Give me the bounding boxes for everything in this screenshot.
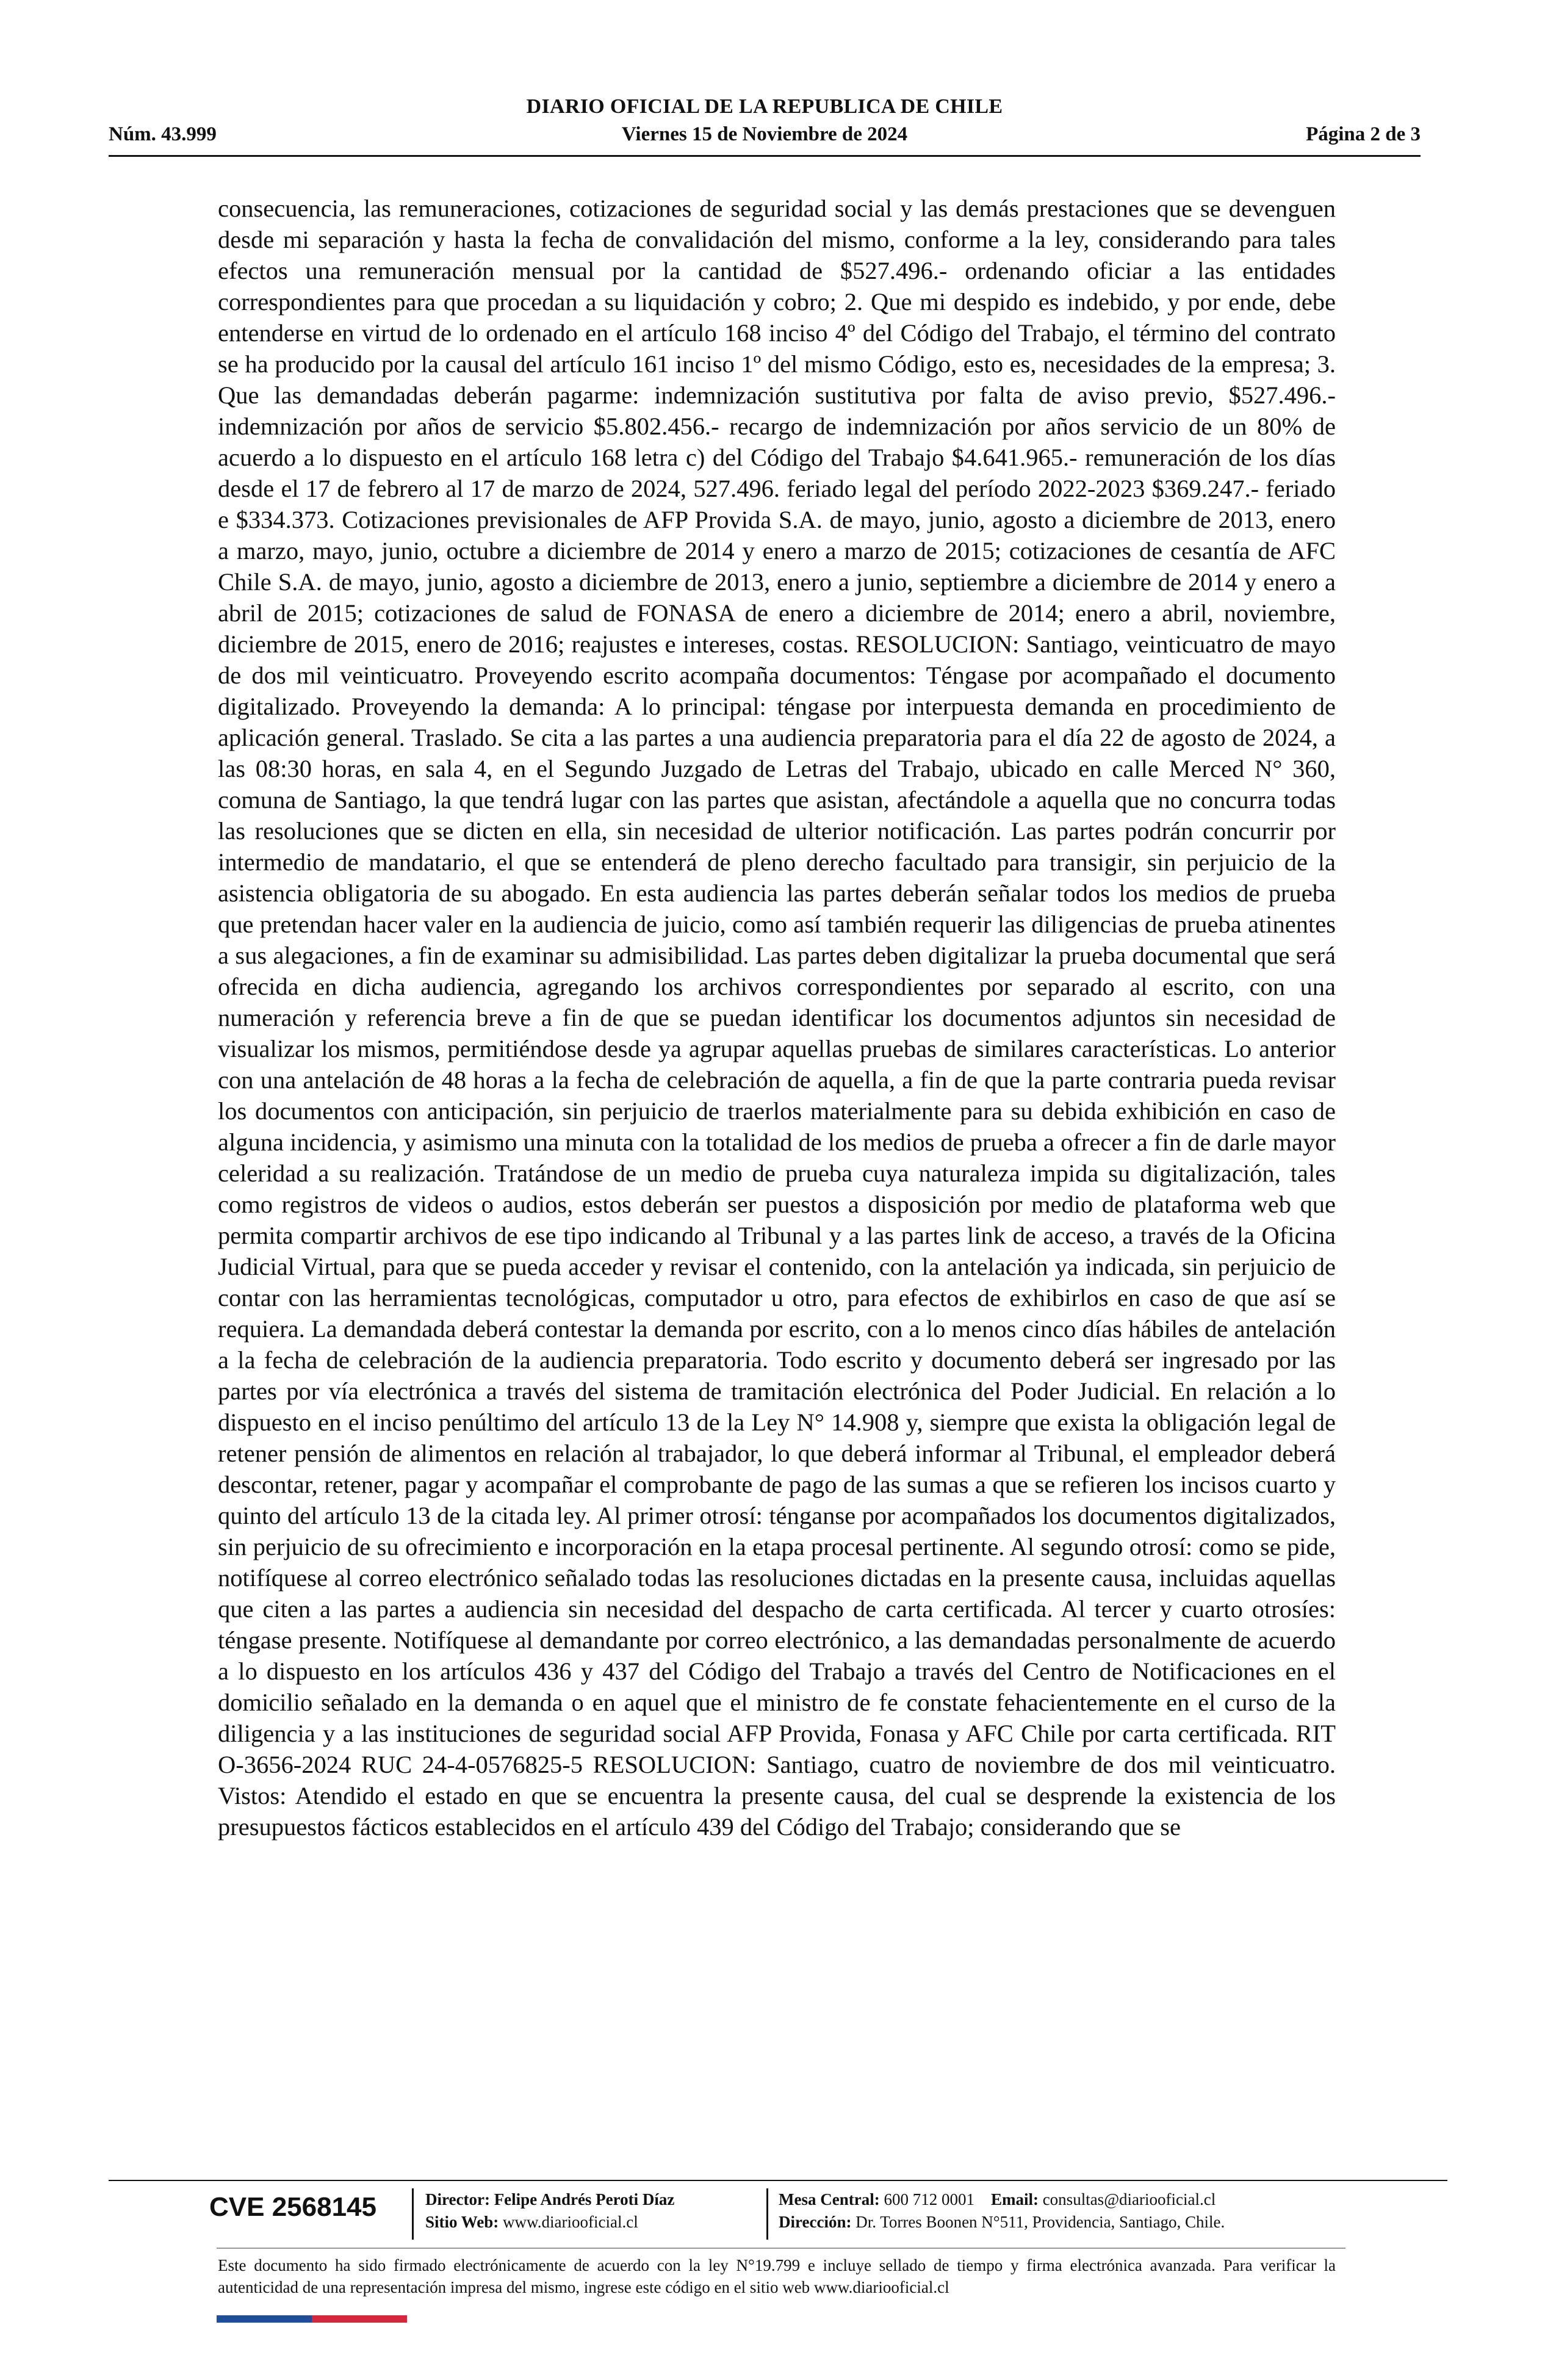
flag-red-segment — [312, 2315, 407, 2323]
email-label: Email: — [990, 2190, 1039, 2209]
footer-divider — [109, 2180, 1447, 2181]
website-link[interactable]: www.diariooficial.cl — [503, 2213, 638, 2231]
email-link[interactable]: consultas@diariooficial.cl — [1042, 2190, 1216, 2209]
document-body — [218, 193, 1336, 1842]
phone-label: Mesa Central: — [779, 2190, 880, 2209]
publication-title: DIARIO OFICIAL DE LA REPUBLICA DE CHILE — [526, 95, 1003, 118]
footer-separator — [412, 2188, 414, 2240]
header-divider — [109, 155, 1421, 157]
director-name: Felipe Andrés Peroti Díaz — [494, 2190, 675, 2209]
issue-number: Núm. 43.999 — [109, 123, 217, 145]
address-label: Dirección: — [779, 2213, 852, 2231]
issue-date: Viernes 15 de Noviembre de 2024 — [621, 123, 908, 145]
flag-blue-segment — [217, 2315, 312, 2323]
footer-contact-block — [779, 2188, 1225, 2234]
director-label: Director: — [425, 2190, 490, 2209]
body-paragraph: consecuencia, las remuneraciones, cotizaciones de seguridad social y las demás prestaciones que se devenguen desde mi separación y hasta la fecha de convalidación del mismo, conforme a la ley, considerando para tales efectos una remuneración mensual por la cantidad de $527.496.- ordenando oficiar a las entidades correspondientes para que procedan a su liquidación y cobro; 2. Que mi despido es indebido, y por ende, debe entenderse en virtud de lo ordenado en el artículo 168 inciso 4º del Código del Trabajo, el término del contrato se ha producido por la causal del artículo 161 inciso 1º del mismo Código, esto es, necesidades de la empresa; 3. Que las demandadas deberán pagarme: indemnización sustitutiva por falta de aviso previo, $527.496.- indemnización por años de servicio $5.802.456.- recargo de indemnización por años servicio de un 80% de acuerdo a lo dispuesto en el artículo 168 letra c) del Código del Trabajo $4.641.965.- remuneración de los días desde el 17 de febrero al 17 de marzo de 2024, 527.496. feriado legal del período 2022-2023 $369.247.- feriado e $334.373. Cotizaciones previsionales de AFP Provida S.A. de mayo, junio, agosto a diciembre de 2013, enero a marzo, mayo, junio, octubre a diciembre de 2014 y enero a marzo de 2015; cotizaciones de cesantía de AFC Chile S.A. de mayo, junio, agosto a diciembre de 2013, enero a junio, septiembre a diciembre de 2014 y enero a abril de 2015; cotizaciones de salud de FONASA de enero a diciembre de 2014; enero a abril, noviembre, diciembre de 2015, enero de 2016; reajustes e intereses, costas. RESOLUCION: Santiago, veinticuatro de mayo de dos mil veinticuatro. Proveyendo escrito acompaña documentos: Téngase por acompañado el documento digitalizado. Proveyendo la demanda: A lo principal: téngase por interpuesta demanda en procedimiento de aplicación general. Traslado. Se cita a las partes a una audiencia preparatoria para el día 22 de agosto de 2024, a las 08:30 horas, en sala 4, en el Segundo Juzgado de Letras del Trabajo, ubicado en calle Merced N° 360, comuna de Santiago, la que tendrá lugar con las partes que asistan, afectándole a aquella que no concurra todas las resoluciones que se dicten en ella, sin necesidad de ulterior notificación. Las partes podrán concurrir por intermedio de mandatario, el que se entenderá de pleno derecho facultado para transigir, sin perjuicio de la asistencia obligatoria de su abogado. En esta audiencia las partes deberán señalar todos los medios de prueba que pretendan hacer valer en la audiencia de juicio, como así también requerir las diligencias de prueba atinentes a sus alegaciones, a fin de examinar su admisibilidad. Las partes deben digitalizar la prueba documental que será ofrecida en dicha audiencia, agregando los archivos correspondientes por separado al escrito, con una numeración y referencia breve a fin de que se puedan identificar los documentos adjuntos sin necesidad de visualizar los mismos, permitiéndose desde ya agrupar aquellas pruebas de similares características. Lo anterior con una antelación de 48 horas a la fecha de celebración de aquella, a fin de que la parte contraria pueda revisar los documentos con anticipación, sin perjuicio de traerlos materialmente para su debida exhibición en caso de alguna incidencia, y asimismo una minuta con la totalidad de los medios de prueba a ofrecer a fin de darle mayor celeridad a su realización. Tratándose de un medio de prueba cuya naturaleza impida su digitalización, tales como registros de videos o audios, estos deberán ser puestos a disposición por medio de plataforma web que permita compartir archivos de ese tipo indicando al Tribunal y a las partes link de acceso, a través de la Oficina Judicial Virtual, para que se pueda acceder y revisar el contenido, con la antelación ya indicada, sin perjuicio de contar con las herramientas tecnológicas, computador u otro, para efectos de exhibirlos en caso de que así se requiera. La demandada deberá contestar la demanda por escrito, con a lo menos cinco días hábiles de antelación a la fecha de celebración de la audiencia preparatoria. Todo escrito y documento deberá ser ingresado por las partes por vía electrónica a través del sistema de tramitación electrónica del Poder Judicial. En relación a lo dispuesto en el inciso penúltimo del artículo 13 de la Ley N° 14.908 y, siempre que exista la obligación legal de retener pensión de alimentos en relación al trabajador, lo que deberá informar al Tribunal, el empleador deberá descontar, retener, pagar y acompañar el comprobante de pago de las sumas a que se refieren los incisos cuarto y quinto del artículo 13 de la citada ley. Al primer otrosí: ténganse por acompañados los documentos digitalizados, sin perjuicio de su ofrecimiento e incorporación en la etapa procesal pertinente. Al segundo otrosí: como se pide, notifíquese al correo electrónico señalado todas las resoluciones dictadas en la presente causa, incluidas aquellas que citen a las partes a audiencia sin necesidad del despacho de carta certificada. Al tercer y cuarto otrosíes: téngase presente. Notifíquese al demandante por correo electrónico, a las demandadas personalmente de acuerdo a lo dispuesto en los artículos 436 y 437 del Código del Trabajo a través del Centro de Notificaciones en el domicilio señalado en la demanda o en aquel que el ministro de fe constate fehacientemente en el curso de la diligencia y a las instituciones de seguridad social AFP Provida, Fonasa y AFC Chile por carta certificada. RIT O-3656-2024 RUC 24-4-0576825-5 RESOLUCION: Santiago, cuatro de noviembre de dos mil veinticuatro. Vistos: Atendido el estado en que se encuentra la presente causa, del cual se desprende la existencia de los presupuestos fácticos establecidos en el artículo 439 del Código del Trabajo; considerando que se — [218, 195, 1336, 1841]
footer-separator — [766, 2188, 768, 2240]
page-header — [109, 93, 1421, 154]
flag-stripe — [217, 2315, 407, 2322]
footer-director-block — [425, 2188, 674, 2234]
page-indicator: Página 2 de 3 — [1306, 123, 1421, 145]
cve-code: CVE 2568145 — [209, 2192, 376, 2222]
footer-note-divider — [217, 2248, 1345, 2249]
signature-notice: Este documento ha sido firmado electrónicamente de acuerdo con la ley N°19.799 e incluye sellado de tiempo y firma electrónica avanzada. Para verificar la autenticidad de una representación impresa del mismo, ingrese este código en el sitio web www.diariooficial.cl — [218, 2256, 1336, 2296]
address-value: Dr. Torres Boonen N°511, Providencia, Santiago, Chile. — [855, 2213, 1225, 2231]
website-label: Sitio Web: — [425, 2213, 499, 2231]
phone-value: 600 712 0001 — [884, 2190, 974, 2209]
